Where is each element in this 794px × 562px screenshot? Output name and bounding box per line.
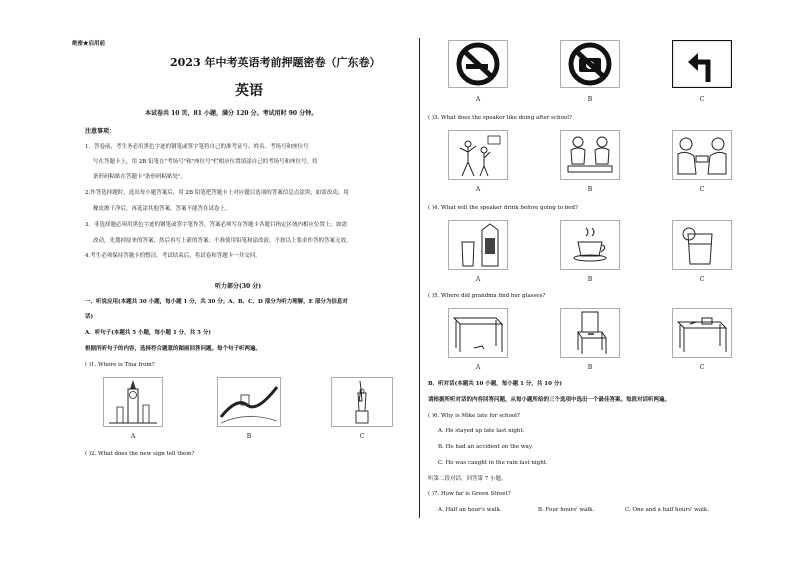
- note-line: 4.考生必须保持答题卡的整洁。考试结束后，将试卷和答题卡一并交回。: [85, 253, 261, 259]
- note-line: 橡皮擦干净后，再选涂其他答案，答案不能答在试卷上。: [93, 206, 231, 212]
- no-photos-sign-image: [560, 40, 620, 88]
- option-a-label: A: [475, 96, 481, 103]
- page-title: 2023 年中考英语考前押题密卷（广东卷）: [170, 56, 381, 69]
- option-b-label: B: [587, 364, 593, 371]
- question-2: ( )2. What does the new sign tell them?: [85, 451, 195, 457]
- cooking-image: [560, 130, 620, 180]
- no-smoking-sign-image: [448, 40, 508, 88]
- statue-of-liberty-image: [331, 377, 393, 427]
- option-c-label: C: [699, 364, 705, 371]
- option-b-label: B: [587, 186, 593, 193]
- subject-heading: 英语: [235, 83, 263, 99]
- milk-image: [448, 220, 508, 270]
- question-3: ( )3. What does the speaker like doing after school?: [428, 115, 572, 121]
- playing-chess-image: [672, 130, 732, 180]
- question-6: ( )6. Why is Mike late for school?: [428, 413, 520, 419]
- dialog2-intro: 听第二段对话，回答第 7 小题。: [428, 476, 507, 482]
- option-c-label: C: [699, 276, 705, 283]
- note-line: 条形码粘贴在答题卡"条形码粘贴处"。: [93, 174, 187, 180]
- note-line: 改动，先划掉原来的答案，然后再写上新的答案；不准使用铅笔和涂改液。不按以上要求作答的答案无效。: [93, 238, 352, 244]
- option-a-label: A: [475, 364, 481, 371]
- option-c-label: C: [699, 96, 705, 103]
- lemon-juice-image: [672, 220, 732, 270]
- question-6-option-b: B. He had an accident on the way.: [438, 444, 533, 450]
- exam-info: 本试卷共 10 页，81 小题，满分 120 分。考试用时 90 分钟。: [145, 110, 318, 117]
- on-chair-image: [560, 308, 620, 358]
- question-7-option-c: C. One and a half hours' walk.: [625, 507, 709, 513]
- question-6-option-a: A. He stayed up late last night.: [438, 428, 525, 434]
- partB-heading: B．听对话(本题共 10 小题，每小题 1 分，共 10 分): [428, 381, 562, 387]
- note-line: 2.作答选择题时，选出每小题答案后，用 2B 铅笔把答题卡上对应题目选项的答案信息点涂黑；如需改动，用: [85, 190, 349, 196]
- partA-instruction: 根据所听句子的内容，选择符合题意的图画回答问题。每个句子听两遍。: [85, 346, 262, 352]
- on-table-image: [672, 308, 732, 358]
- partA-heading: A．听句子(本题共 5 小题，每小题 1 分，共 5 分): [85, 330, 211, 336]
- basketball-image: [448, 130, 508, 180]
- question-5: ( )5. Where did grandma find her glasses?: [428, 293, 546, 299]
- question-7: ( )7. How far is Green Street?: [428, 491, 511, 497]
- big-ben-image: [103, 377, 163, 427]
- option-c-label: C: [359, 433, 365, 440]
- listening-heading: 听力部分(30 分): [215, 283, 262, 290]
- question-4: ( )4. What will the speaker drink before going to bed?: [428, 205, 579, 211]
- question-7-option-b: B. Four hours' walk.: [538, 507, 595, 513]
- no-left-turn-sign-image: [672, 40, 732, 88]
- under-table-image: [448, 308, 508, 358]
- option-b-label: B: [246, 433, 252, 440]
- option-b-label: B: [587, 276, 593, 283]
- note-line: 写在答题卡上，用 2B 铅笔在"考场号"和"座位号"栏相应位置填涂自己的考场号和座位号。将: [93, 159, 318, 165]
- confidential-label: 绝密★启用前: [72, 41, 106, 47]
- note-line: 1．答卷前，考生务必用黑色字迹的钢笔或签字笔将自己的准考证号、姓名、考场号和座位号: [85, 144, 309, 150]
- option-a-label: A: [475, 186, 481, 193]
- coffee-image: [560, 220, 620, 270]
- option-c-label: C: [699, 186, 705, 193]
- option-a-label: A: [475, 276, 481, 283]
- option-a-label: A: [130, 433, 136, 440]
- section1-line2: 话): [85, 314, 94, 320]
- great-wall-image: [217, 377, 281, 427]
- option-b-label: B: [587, 96, 593, 103]
- question-7-option-a: A. Half an hour's walk.: [438, 507, 502, 513]
- note-line: 3．非选择题必须用黑色字迹的钢笔或签字笔作答，答案必须写在答题卡各题目指定区域内相应位置上；如需: [85, 222, 348, 228]
- question-6-option-c: C. He was caught in the rain last night.: [438, 460, 548, 466]
- notes-heading: 注意事项：: [85, 128, 116, 135]
- section1-line1: 一、听说应用(本题共 30 小题，每小题 1 分，共 30 分；A、B、C、D 部分为听力理解，E 部分为信息对: [85, 299, 348, 305]
- question-1: ( )1. Where is Tina from?: [85, 362, 155, 368]
- column-divider: [419, 38, 420, 518]
- partB-instruction: 请根据所听对话的内容回答问题，从每小题所给的三个选项中选出一个最佳答案。每段对话听两遍。: [428, 397, 671, 403]
